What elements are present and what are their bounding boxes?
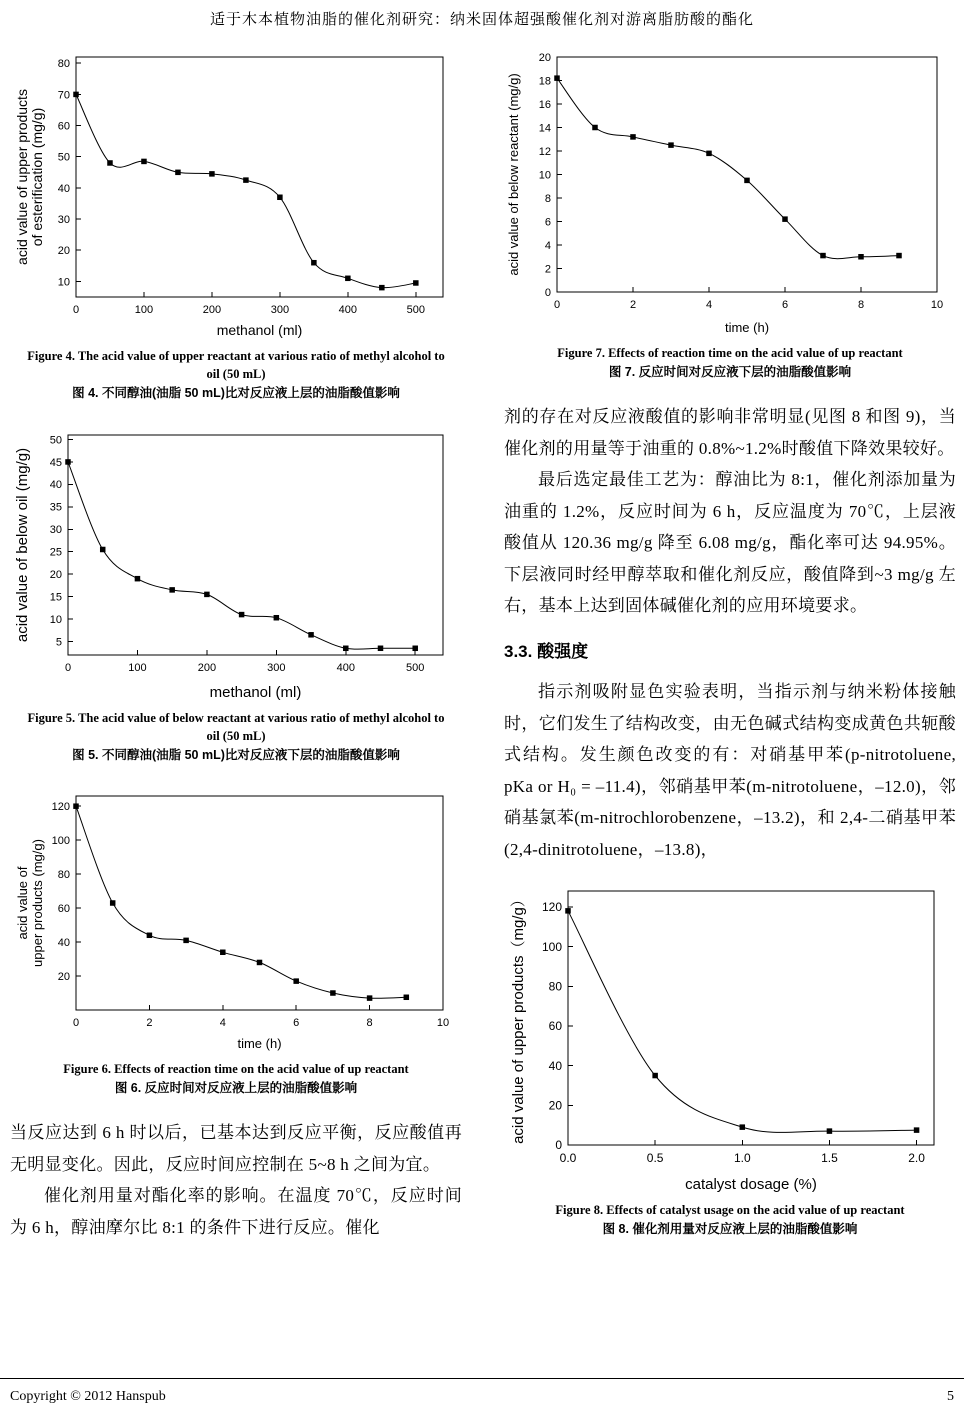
svg-text:10: 10 <box>538 169 551 182</box>
svg-text:300: 300 <box>270 304 289 316</box>
figure7-caption-zh: 图 7. 反应时间对反应液下层的油脂酸值影响 <box>608 365 852 380</box>
svg-text:45: 45 <box>49 456 62 469</box>
paragraph-right-1: 剂的存在对反应液酸值的影响非常明显(见图 8 和图 9)，当催化剂的用量等于油重的 0.8%~1.2%时酸值下降效果较好。 <box>504 407 956 458</box>
svg-text:methanol (ml): methanol (ml) <box>209 683 301 701</box>
svg-text:400: 400 <box>338 304 357 316</box>
svg-text:40: 40 <box>49 478 62 491</box>
fig7-plot <box>505 45 955 340</box>
svg-text:20: 20 <box>538 51 551 64</box>
svg-text:80: 80 <box>548 979 562 994</box>
svg-text:8: 8 <box>857 299 865 311</box>
svg-text:10: 10 <box>930 299 944 311</box>
svg-text:4: 4 <box>705 299 713 311</box>
svg-text:0.5: 0.5 <box>646 1151 664 1166</box>
figure5-caption-en: Figure 5. The acid value of below reactant at various ratio of methyl alcohol to oil (50 mL) <box>27 710 445 743</box>
figure5-caption-zh: 图 5. 不同醇油(油脂 50 mL)比对反应液下层的油脂酸值影响 <box>72 747 400 762</box>
svg-text:6: 6 <box>292 1017 299 1029</box>
svg-text:0: 0 <box>553 299 561 311</box>
figure-7 <box>504 45 956 383</box>
svg-text:acid value of: acid value of <box>14 866 30 940</box>
figure7-caption <box>504 344 956 383</box>
figure5-caption <box>10 709 462 767</box>
fig6-plot <box>14 784 459 1056</box>
fig4-plot <box>14 45 459 343</box>
svg-text:20: 20 <box>548 1098 562 1113</box>
svg-text:acid value of upper products: acid value of upper products <box>13 89 30 265</box>
svg-text:6: 6 <box>544 216 551 229</box>
footer-copyright: Copyright © 2012 Hanspub <box>10 1388 166 1404</box>
svg-text:40: 40 <box>548 1058 562 1073</box>
svg-text:acid value of upper products（m: acid value of upper products（mg/g） <box>510 892 527 1144</box>
svg-text:time (h): time (h) <box>236 1036 282 1051</box>
page-footer <box>0 1378 964 1414</box>
svg-text:10: 10 <box>49 613 62 626</box>
figure-8 <box>504 879 956 1240</box>
svg-text:0.0: 0.0 <box>559 1151 577 1166</box>
section-heading-3-3: 3.3. 酸强度 <box>504 642 589 662</box>
svg-text:6: 6 <box>781 299 789 311</box>
figure-6 <box>10 784 462 1099</box>
svg-text:200: 200 <box>202 304 221 316</box>
figure8-chart <box>504 879 956 1197</box>
svg-text:50: 50 <box>57 151 70 164</box>
svg-text:2.0: 2.0 <box>908 1151 925 1166</box>
svg-text:100: 100 <box>51 835 70 848</box>
svg-text:of esterification (mg/g): of esterification (mg/g) <box>28 107 45 247</box>
svg-text:1.0: 1.0 <box>733 1151 751 1166</box>
svg-text:70: 70 <box>57 89 70 102</box>
svg-text:0: 0 <box>555 1138 562 1153</box>
svg-text:0: 0 <box>64 661 71 674</box>
svg-text:2: 2 <box>145 1017 152 1029</box>
figure8-caption-en: Figure 8. Effects of catalyst usage on the acid value of up reactant <box>555 1203 905 1218</box>
figure4-caption-en: Figure 4. The acid value of upper reactant at various ratio of methyl alcohol to oil (50 mL) <box>27 349 445 382</box>
svg-text:time (h): time (h) <box>724 320 770 335</box>
svg-text:4: 4 <box>219 1017 226 1029</box>
figure8-caption-zh: 图 8. 催化剂用量对反应液上层的油脂酸值影响 <box>602 1222 858 1237</box>
figure4-caption <box>10 347 462 405</box>
svg-text:20: 20 <box>57 970 70 983</box>
svg-text:35: 35 <box>49 501 62 514</box>
svg-text:80: 80 <box>57 868 70 881</box>
svg-text:100: 100 <box>541 939 562 954</box>
right-column <box>504 45 956 1258</box>
svg-text:0: 0 <box>72 304 79 316</box>
paragraph-left-1: 当反应达到 6 h 时以后，已基本达到反应平衡，反应酸值再无明显变化。因此，反应时间应控制在 5~8 h 之间为宜。 <box>10 1123 462 1174</box>
svg-text:upper products (mg/g): upper products (mg/g) <box>29 839 45 967</box>
figure6-caption <box>10 1060 462 1099</box>
svg-text:20: 20 <box>49 568 62 581</box>
svg-text:200: 200 <box>197 661 216 674</box>
svg-text:16: 16 <box>538 98 551 111</box>
two-column-layout <box>0 29 964 1258</box>
svg-text:20: 20 <box>57 245 70 258</box>
svg-text:120: 120 <box>51 801 70 814</box>
left-column <box>10 45 462 1258</box>
fig8-plot <box>510 879 950 1197</box>
fig5-plot <box>14 423 459 705</box>
svg-text:15: 15 <box>49 590 62 603</box>
svg-text:120: 120 <box>541 900 562 915</box>
figure-5 <box>10 423 462 767</box>
figure-4 <box>10 45 462 405</box>
paragraph-right-3: 指示剂吸附显色实验表明，当指示剂与纳米粉体接触时，它们发生了结构改变，由无色碱式结构变成黄色共轭酸式结构。发生颜色改变的有：对硝基甲苯(p-nitrotoluene, pKa or H₀ = –11.4)，邻硝基甲苯(m-nitrotoluene，–12.0)，邻硝基氯苯(m-nitrochlorobenzene，–13.2)，和 2,4-二硝基甲苯(2,4-dinitrotoluene，–13.8)， <box>504 682 956 859</box>
svg-text:12: 12 <box>538 145 551 158</box>
page-header-title: 适于木本植物油脂的催化剂研究：纳米固体超强酸催化剂对游离脂肪酸的酯化 <box>209 12 754 28</box>
svg-text:8: 8 <box>544 192 551 205</box>
svg-text:300: 300 <box>266 661 286 674</box>
svg-text:1.5: 1.5 <box>821 1151 838 1166</box>
svg-text:60: 60 <box>57 902 70 915</box>
svg-text:8: 8 <box>366 1017 373 1029</box>
svg-text:2: 2 <box>629 299 637 311</box>
svg-text:500: 500 <box>406 304 425 316</box>
figure8-caption <box>504 1201 956 1240</box>
svg-text:400: 400 <box>336 661 355 674</box>
svg-text:acid value of below reactant (: acid value of below reactant (mg/g) <box>506 73 521 276</box>
svg-text:100: 100 <box>134 304 153 316</box>
figure6-chart <box>10 784 462 1056</box>
footer-page-number: 5 <box>947 1388 954 1404</box>
svg-text:18: 18 <box>538 75 551 88</box>
svg-text:acid value of below oil (mg/g): acid value of below oil (mg/g) <box>13 447 31 642</box>
svg-text:30: 30 <box>57 213 70 226</box>
svg-text:0: 0 <box>544 286 551 299</box>
svg-text:500: 500 <box>405 661 424 674</box>
figure4-chart <box>10 45 462 343</box>
paragraph-right-2: 最后选定最佳工艺为：醇油比为 8:1，催化剂添加量为油重的 1.2%，反应时间为 6 h，反应温度为 70℃，上层液酸值从 120.36 mg/g 降至 6.08 mg/g，酯化率可达 94.95%。下层液同时经甲醇萃取和催化剂反应，酸值降到~3 mg/g 左右，基本上达到固体碱催化剂的应用环境要求。 <box>504 470 956 615</box>
svg-text:25: 25 <box>49 546 62 559</box>
svg-text:40: 40 <box>57 182 70 195</box>
svg-text:0: 0 <box>72 1017 79 1029</box>
figure7-caption-en: Figure 7. Effects of reaction time on the acid value of up reactant <box>557 346 903 360</box>
figure5-chart <box>10 423 462 705</box>
svg-text:50: 50 <box>49 433 62 446</box>
svg-text:catalyst dosage (%): catalyst dosage (%) <box>685 1176 817 1194</box>
svg-text:10: 10 <box>436 1017 449 1029</box>
svg-text:30: 30 <box>49 523 62 536</box>
svg-text:methanol (ml): methanol (ml) <box>216 322 302 338</box>
paragraph-left-2: 催化剂用量对酯化率的影响。在温度 70℃，反应时间为 6 h，醇油摩尔比 8:1 的条件下进行反应。催化 <box>10 1186 462 1237</box>
figure4-caption-zh: 图 4. 不同醇油(油脂 50 mL)比对反应液上层的油脂酸值影响 <box>72 386 400 401</box>
figure6-caption-zh: 图 6. 反应时间对反应液上层的油脂酸值影响 <box>114 1081 358 1096</box>
svg-text:60: 60 <box>57 120 70 133</box>
svg-text:14: 14 <box>538 122 551 135</box>
svg-text:40: 40 <box>57 936 70 949</box>
figure7-chart <box>504 45 956 340</box>
svg-text:60: 60 <box>548 1019 562 1034</box>
svg-text:2: 2 <box>544 263 551 276</box>
svg-text:100: 100 <box>127 661 147 674</box>
figure6-caption-en: Figure 6. Effects of reaction time on the acid value of up reactant <box>63 1062 409 1076</box>
svg-text:5: 5 <box>55 635 62 648</box>
svg-text:80: 80 <box>57 58 70 71</box>
svg-text:10: 10 <box>57 276 70 289</box>
svg-text:4: 4 <box>544 239 551 252</box>
